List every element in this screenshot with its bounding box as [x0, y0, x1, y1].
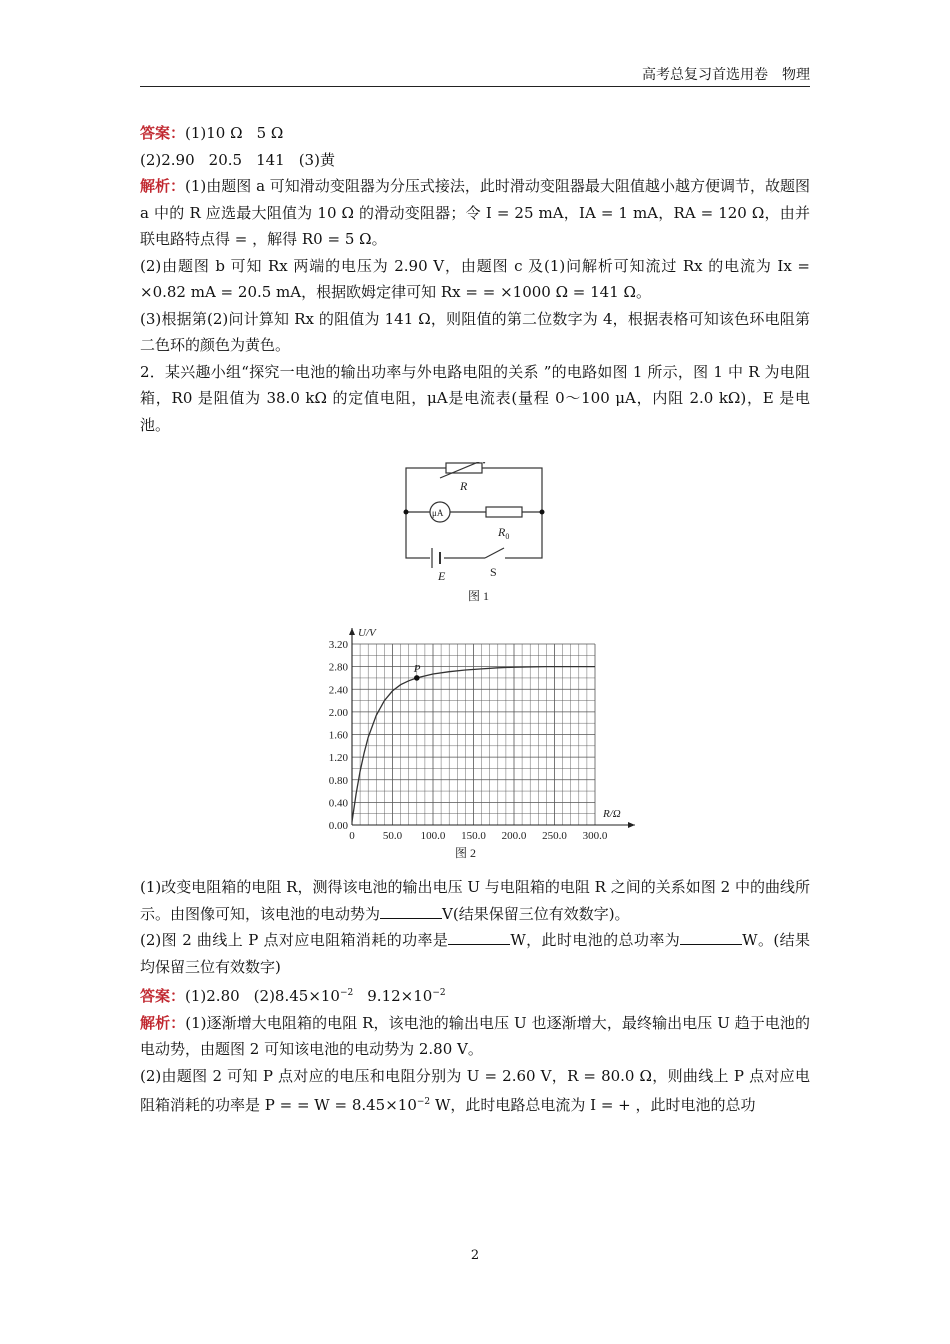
analysis-label: 解析：	[140, 1013, 186, 1032]
figure-1-caption: 图 1	[468, 589, 490, 603]
analysis-text: W，此时电路总电流为 I = + ，此时电池的总功	[430, 1096, 756, 1114]
answer-label: 答案：	[140, 124, 186, 142]
label-S: S	[490, 565, 497, 579]
analysis-2-para1	[140, 1010, 810, 1063]
question-text: W，此时电池的总功率为	[510, 931, 681, 949]
y-tick-label: 2.00	[328, 706, 348, 719]
x-tick-label: 50.0	[382, 830, 403, 842]
analysis-1-para2: (2)由题图 b 可知 Rx 两端的电压为 2.90 V，由题图 c 及(1)问解析可知流过 Rx 的电流为 Ix = ×0.82 mA = 20.5 mA，根据欧姆定律可知 Rx = = ×1000 Ω = 141 Ω。	[140, 256, 810, 301]
analysis-exponent: −2	[416, 1097, 431, 1107]
header-title: 高考总复习首选用卷 物理	[642, 67, 810, 83]
answer-2-part: 9.12×10	[367, 987, 433, 1005]
question-text: (2)图 2 曲线上 P 点对应电阻箱消耗的功率是	[140, 931, 449, 949]
answer-2-exponent: −2	[432, 988, 446, 998]
label-R0: $R_0$	[498, 525, 510, 541]
y-axis-label: U/V	[358, 627, 376, 639]
answer-label: 答案：	[140, 987, 186, 1005]
y-tick-label: 2.80	[328, 661, 348, 674]
x-tick-label: 250.0	[542, 830, 567, 842]
junction-dot	[540, 510, 545, 515]
x-axis-label: R/Ω	[603, 808, 621, 820]
figure-2-chart	[140, 624, 810, 860]
question-text: V(结果保留三位有效数字)。	[442, 904, 630, 923]
y-tick-label: 0.40	[328, 797, 348, 810]
page-header	[140, 66, 810, 87]
figure-1-circuit	[140, 462, 810, 610]
answer-blank[interactable]	[680, 930, 742, 945]
x-tick-label: 100.0	[420, 830, 446, 842]
analysis-1-para1	[140, 173, 810, 253]
x-axis-arrow-icon	[628, 822, 635, 828]
answer-1-line2	[140, 147, 810, 174]
y-tick-label: 1.60	[328, 729, 348, 742]
y-tick-label: 2.40	[328, 684, 348, 697]
answer-2	[140, 980, 810, 1010]
page-content	[140, 120, 810, 1119]
analysis-text: (2)由题图 2 可知 P 点对应的电压和电阻分别为 U = 2.60 V，R = 80.0 Ω，则曲线上 P 点对应电阻箱消耗的功率是 P = = W = 8.45×10	[140, 1066, 810, 1114]
analysis-text: (1)逐渐增大电阻箱的电阻 R，该电池的输出电压 U 也逐渐增大，最终输出电压 U 趋于电池的电动势，由题图 2 可知该电池的电动势为 2.80 V。	[140, 1013, 810, 1058]
answer-2-exponent: −2	[339, 988, 354, 998]
y-tick-label: 3.20	[328, 639, 348, 651]
question-2-stem: 2．某兴趣小组“探究一电池的输出功率与外电路电阻的关系 ”的电路如图 1 所示，图 1 中 R 为电阻箱，R0 是阻值为 38.0 kΩ 的定值电阻，μA是电流表(量程 0～100 μA，内阻 2.0 kΩ)，E 是电池。	[140, 362, 810, 434]
y-axis-arrow-icon	[349, 628, 355, 635]
answer-1-part: (2)2.90	[140, 150, 195, 169]
question-text: (1)改变电阻箱的电阻 R，测得该电池的输出电压 U 与电阻箱的电阻 R 之间的关系如图 2 中的曲线所示。由图像可知，该电池的电动势为	[140, 878, 810, 923]
answer-1-part: 141	[256, 150, 285, 169]
answer-1-part: (1)10 Ω	[185, 124, 243, 142]
question-2-part2	[140, 927, 810, 980]
answer-1-part: 20.5	[208, 150, 243, 169]
answer-1	[140, 120, 810, 147]
junction-dot	[404, 510, 409, 515]
answer-1-part: 5 Ω	[256, 124, 284, 142]
y-tick-label: 0.80	[328, 774, 348, 787]
answer-2-part: (2)8.45×10	[253, 987, 340, 1005]
y-tick-label: 0.00	[328, 820, 348, 832]
page-number: 2	[470, 1248, 480, 1263]
answer-blank[interactable]	[448, 930, 510, 945]
label-R: R	[460, 479, 468, 493]
analysis-2-para2	[140, 1063, 810, 1119]
x-tick-label: 150.0	[461, 830, 486, 842]
point-label: P	[413, 662, 421, 675]
answer-blank[interactable]	[380, 904, 442, 919]
analysis-label: 解析：	[140, 177, 186, 195]
question-2-part1	[140, 874, 810, 927]
data-point-P	[414, 675, 420, 681]
analysis-1-para3: (3)根据第(2)问计算知 Rx 的阻值为 141 Ω，则阻值的第二位数字为 4，根据表格可知该色环电阻第二色环的颜色为黄色。	[140, 309, 810, 354]
answer-1-part: (3)黄	[298, 150, 335, 169]
label-E: E	[438, 569, 446, 583]
answer-2-part: (1)2.80	[185, 987, 240, 1005]
x-tick-label: 300.0	[582, 830, 608, 842]
x-tick-label: 200.0	[501, 830, 527, 842]
figure-2-caption: 图 2	[454, 846, 477, 860]
x-tick-label: 0	[349, 830, 355, 842]
y-tick-label: 1.20	[328, 752, 348, 765]
analysis-text: (1)由题图 a 可知滑动变阻器为分压式接法，此时滑动变阻器最大阻值越小越方便调节，故题图 a 中的 R 应选最大阻值为 10 Ω 的滑动变阻器；令 I = 25 mA，IA = 1 mA，RA = 120 Ω，由并联电路特点得 = ，解得 R0 = 5 Ω。	[140, 177, 810, 248]
ammeter-icon: μA	[432, 508, 444, 518]
question-text: W。(结果均保留三位有效数字)	[140, 931, 810, 976]
